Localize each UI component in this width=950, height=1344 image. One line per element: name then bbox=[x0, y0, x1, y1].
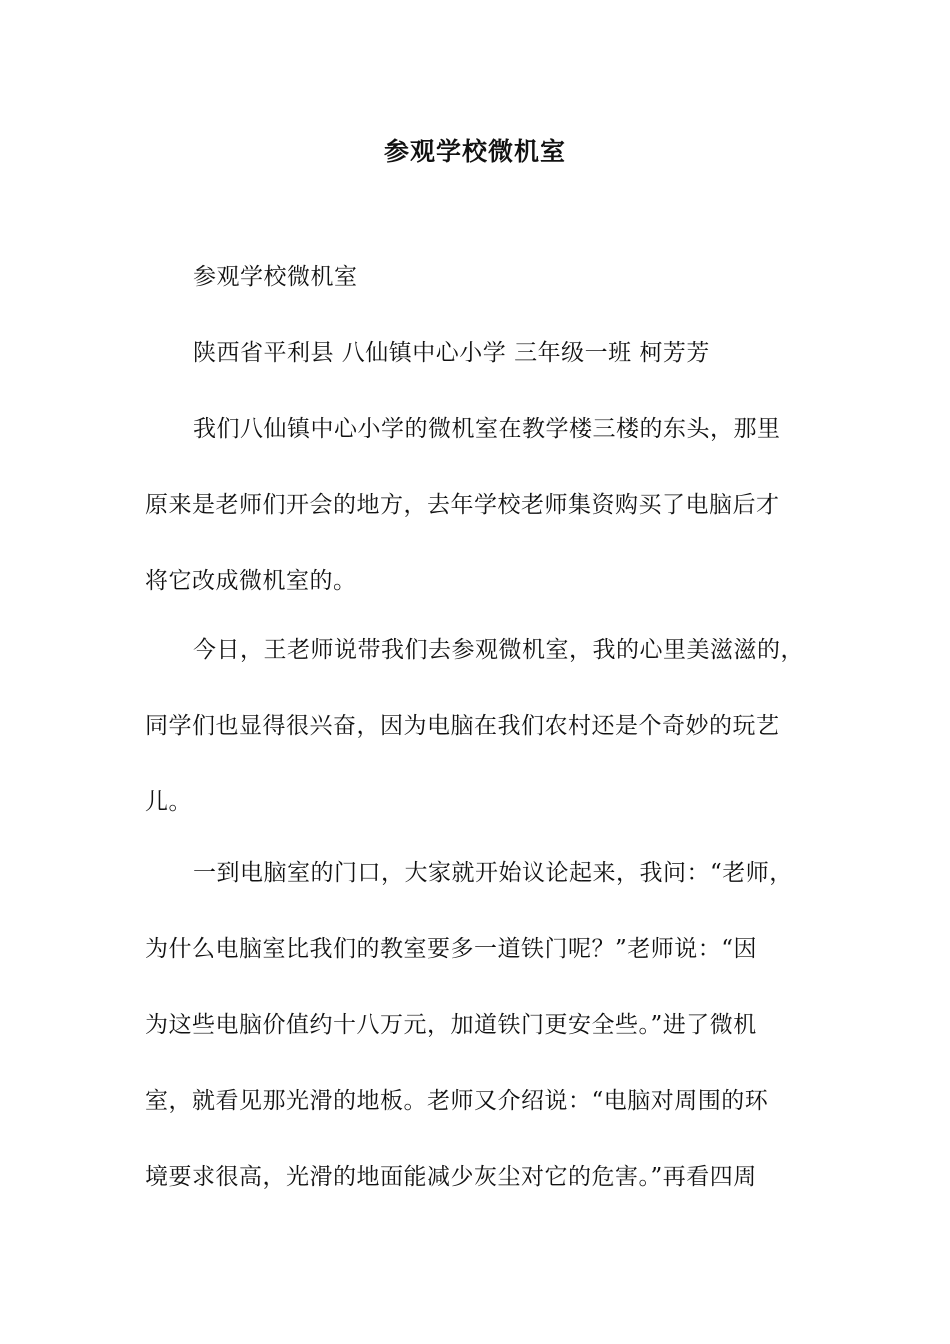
text-line: 原来是老师们开会的地方，去年学校老师集资购买了电脑后才 bbox=[145, 492, 780, 518]
paragraph-subtitle bbox=[145, 239, 825, 315]
document-title: 参观学校微机室 bbox=[383, 137, 566, 166]
text-line: 同学们也显得很兴奋，因为电脑在我们农村还是个奇妙的玩艺 bbox=[145, 713, 780, 739]
text-line: 将它改成微机室的。 bbox=[145, 568, 357, 594]
text-line: 境要求很高，光滑的地面能减少灰尘对它的危害。”再看四周 bbox=[145, 1164, 757, 1190]
text-line: 陕西省平利县 八仙镇中心小学 三年级一班 柯芳芳 bbox=[193, 340, 710, 366]
paragraph-3 bbox=[145, 835, 825, 1215]
paragraph-2 bbox=[145, 612, 825, 840]
text-line: 儿。 bbox=[145, 789, 192, 815]
text-line: 为这些电脑价值约十八万元，加道铁门更安全些。”进了微机 bbox=[145, 1012, 757, 1038]
text-line: 室，就看见那光滑的地板。老师又介绍说：“电脑对周围的环 bbox=[145, 1088, 769, 1114]
paragraph-author bbox=[145, 315, 825, 391]
text-line: 今日，王老师说带我们去参观微机室，我的心里美滋滋的， bbox=[193, 637, 804, 663]
text-line: 我们八仙镇中心小学的微机室在教学楼三楼的东头，那里 bbox=[193, 416, 781, 442]
text-line: 一到电脑室的门口，大家就开始议论起来，我问：“老师， bbox=[193, 860, 793, 886]
text-line: 参观学校微机室 bbox=[193, 264, 358, 290]
paragraph-1 bbox=[145, 391, 825, 619]
text-line: 为什么电脑室比我们的教室要多一道铁门呢？”老师说：“因 bbox=[145, 936, 758, 962]
